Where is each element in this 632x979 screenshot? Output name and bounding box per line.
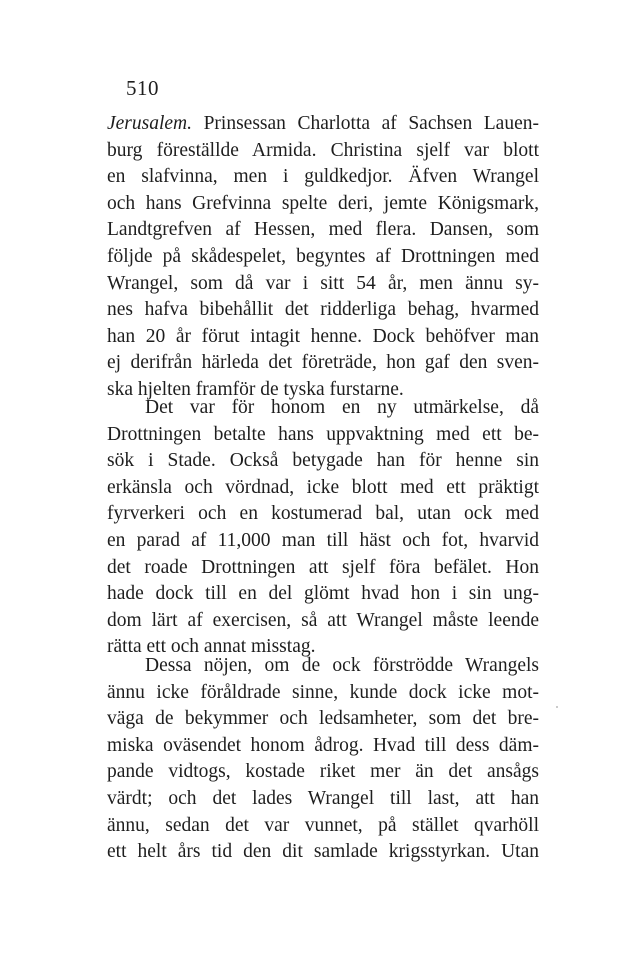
page-number: 510: [126, 76, 159, 100]
text-line: burg föreställde Armida. Christina sjelf var blott: [107, 139, 539, 161]
text-line: väga de bekymmer och ledsamheter, som det bre-: [107, 708, 539, 730]
text-line: och hans Grefvinna spelte deri, jemte Königsmark,: [107, 192, 539, 214]
text-line: en parad af 11,000 man till häst och fot, hvarvid: [107, 529, 539, 551]
line-continuation: Prinsessan Charlotta af Sachsen Lauen-: [192, 113, 539, 134]
text-line: miska oväsendet honom ådrog. Hvad till dess däm-: [107, 734, 539, 756]
text-line: fyrverkeri och en kostumerad bal, utan ock med: [107, 503, 539, 525]
text-line: Drottningen betalte hans uppvaktning med ett be-: [107, 423, 539, 445]
paragraph-2: [107, 395, 539, 661]
text-line: erkänsla och vördnad, icke blott med ett präktigt: [107, 476, 539, 498]
text-line: Landtgrefven af Hessen, med flera. Dansen, som: [107, 219, 539, 241]
paragraph-1: [107, 111, 539, 404]
text-line: ett helt års tid den dit samlade krigsstyrkan. Utan: [107, 841, 539, 863]
text-line: rätta ett och annat misstag.: [107, 636, 316, 658]
paper-speck: [556, 706, 558, 708]
text-line: [107, 111, 539, 138]
text-line: ska hjelten framför de tyska furstarne.: [107, 378, 404, 400]
text-line: Det var för honom en ny utmärkelse, då: [145, 397, 539, 418]
text-line: nes hafva bibehållit det ridderliga behag, hvarmed: [107, 299, 539, 321]
italic-word: Jerusalem.: [107, 113, 193, 134]
text-line: ännu icke föråldrade sinne, kunde dock icke mot-: [107, 681, 539, 703]
text-line: sök i Stade. Också betygade han för henne sin: [107, 450, 539, 472]
text-line: pande vidtogs, kostade riket mer än det ansågs: [107, 761, 539, 783]
text-line: ej derifrån härleda det företräde, hon gaf den sven-: [107, 352, 539, 374]
paragraph-3: [107, 653, 539, 866]
text-line: följde på skådespelet, begyntes af Drottningen med: [107, 245, 539, 267]
text-line: Dessa nöjen, om de ock förströdde Wrangels: [145, 655, 539, 676]
text-line: dom lärt af exercisen, så att Wrangel måste leende: [107, 609, 539, 631]
text-line: det roade Drottningen att sjelf föra befälet. Hon: [107, 556, 539, 578]
text-line: värdt; och det lades Wrangel till last, att han: [107, 787, 539, 809]
text-line: han 20 år förut intagit henne. Dock behöfver man: [107, 325, 539, 347]
text-line: hade dock till en del glömt hvad hon i sin ung-: [107, 583, 539, 605]
text-line: Wrangel, som då var i sitt 54 år, men ännu sy-: [107, 272, 539, 294]
text-line: en slafvinna, men i guldkedjor. Äfven Wrangel: [107, 166, 539, 188]
text-line: ännu, sedan det var vunnet, på stället qvarhöll: [107, 814, 539, 836]
